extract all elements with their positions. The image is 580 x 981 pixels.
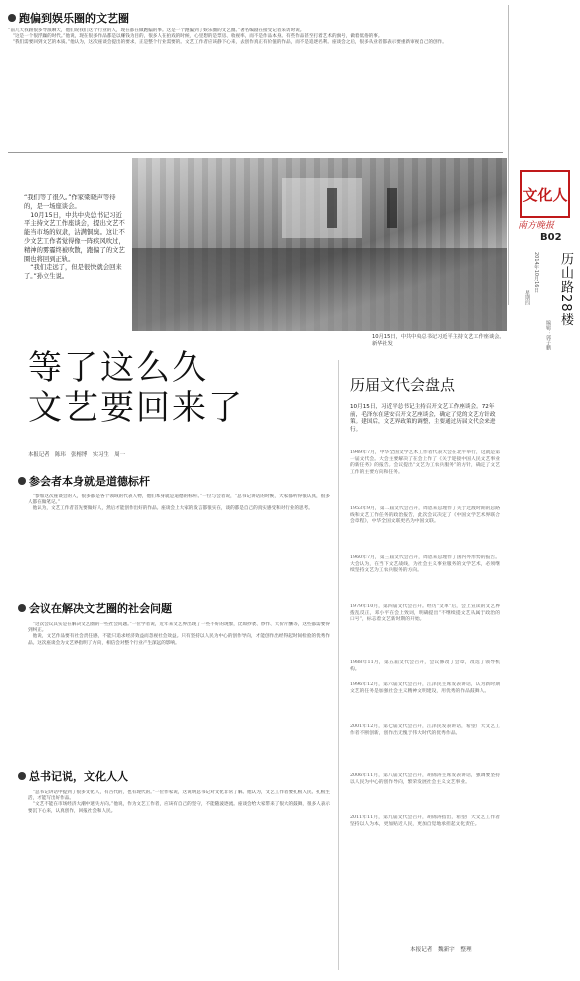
section-header-entertainment xyxy=(8,10,129,26)
masthead-address: 历山路28楼 xyxy=(558,252,573,327)
bullet-icon xyxy=(18,604,26,612)
article-body-entertainment: “前几天我跟很多导演聊天，他们说我们这个行业的人，现在都在做跑偏的事。这是一个跑偏到了娱乐圈的文艺圈。”著名编剧在接受记者采访时说。 “这是一个很浮躁的时代。”他说，现在很多作品都是以赚钱为目的，很多人在拍戏的时候，心里想的是票房、收视率，而不是作品本身。有些作品甚至打着艺术的旗号，做着低俗的事。 “我们需要回到文艺的本质。”他认为，这次座谈会提出的要求，正是整个行业需要的。文艺工作者应该静下心来，去创作真正有价值的作品，而不是追逐名利。座谈会之后，很多从业者都表示要重新审视自己的创作。 xyxy=(8,28,447,46)
section-header-social xyxy=(18,600,172,616)
article-body-social: “这次会议其实是在解决文艺圈的一些社会问题。”一位学者说，近年来文艺界出现了一些不好的现象，比如抄袭、炒作、天价片酬等，这些都需要得到纠正。 他说，文艺作品要有社会责任感，不能只追求经济效益而忽视社会效益。只有坚持以人民为中心的创作导向，才能创作出经得起时间检验的优秀作品。这次座谈会为文艺界指明了方向，相信会对整个行业产生深远的影响。 xyxy=(28,622,330,646)
section-title: 跑偏到娱乐圈的文艺圈 xyxy=(19,12,129,25)
headline-line-1: 等了这么久 xyxy=(28,348,208,388)
meeting-photo xyxy=(132,158,507,331)
review-item: 1988年11月，第五届文代会召开，会议修改了会章，改选了领导机构。 xyxy=(350,660,500,672)
review-item: 2006年11月，第八届文代会召开，胡锦涛主席发表讲话，强调要坚持以人民为中心的创作导向，繁荣发展社会主义文艺事业。 xyxy=(350,773,500,785)
bullet-icon xyxy=(8,14,16,22)
review-item: 1953年9月，第二届文代会召开，周恩来总理作了关于过渡时期的总路线和文艺工作任务的政治报告，此次会议决定了《中国文学艺术界联合会章程》，中华全国文联更名为中国文联。 xyxy=(350,506,500,525)
right-column-divider xyxy=(338,360,339,970)
headline-line-2: 文艺要回来了 xyxy=(28,388,244,428)
article-body-moral: “参加这次座谈会的人，很多都是各个领域的代表人物，他们本身就是道德的标杆。”一位与会者说，“总书记讲话的时候，大家都听得很认真，很多人都在做笔记。” 他认为，文艺工作者首先要做好人，然后才能创作出好的作品。座谈会上大家的发言都很实在，谈的都是自己的真实感受和对行业的思考。 xyxy=(28,494,330,512)
review-title: 历届文代会盘点 xyxy=(350,376,456,394)
headline xyxy=(28,348,244,428)
review-item: 2001年12月，第七届文代会召开，江泽民发表讲话，希望广大文艺工作者不断创新，创作出无愧于伟大时代的优秀作品。 xyxy=(350,724,500,736)
review-item: 1979年10月，第四届文代会召开。经历“文革”后，会上宣读的文艺界拨乱反正，邓小平在会上致词，明确提出“不继续提文艺从属于政治的口号”，标志着文艺新时期的开始。 xyxy=(350,604,500,623)
photo-caption: 10月15日，中共中央总书记习近平主持文艺工作座谈会。 新华社发 xyxy=(372,334,508,347)
issue-date: 2014年10月16日 xyxy=(533,252,539,293)
review-list xyxy=(350,450,500,864)
review-credit: 本报记者 魏新宇 整理 xyxy=(410,947,472,953)
review-intro: 10月15日，习近平总书记主持召开文艺工作座谈会。72年前，毛泽东在延安召开文艺座谈会，确定了党的文艺方针政策。建国后，文艺界政策的调整，主要通过历届文代会来进行。 xyxy=(350,404,496,433)
paper-name: 南方晚报 xyxy=(518,221,555,231)
bullet-icon xyxy=(18,477,26,485)
page-number: B02 xyxy=(540,232,562,243)
article-body-culture: “总书记讲话中提到了很多文化人，有古代的，也有现代的。”一位作家说，这说明总书记对文化非常了解。他认为，文艺工作者要扎根人民、扎根生活，才能写出好作品。 “文艺不能在市场经济大潮中迷失方向。”他说，作为文艺工作者，应该有自己的坚守，不能随波逐流。座谈会给大家带来了很大的鼓舞，很多人表示要沉下心来，认真创作，回报社会和人民。 xyxy=(28,790,330,814)
brand-logo: 文化人 xyxy=(520,170,570,218)
section-title: 参会者本身就是道德标杆 xyxy=(29,475,150,488)
byline: 本报记者 陈玮 张榕博 实习生 周一 xyxy=(28,452,126,458)
review-item: 2011年11月，第九届文代会召开，胡锦涛指出，希望广大文艺工作者坚持以人为本，更加贴近人民，更加自觉地承担起文化责任。 xyxy=(350,815,500,827)
section-title: 总书记说，文化人人 xyxy=(29,770,128,783)
section-header-moral xyxy=(18,473,150,489)
section-header-culture xyxy=(18,768,128,784)
page-editor: 编辑：郭子鹏 xyxy=(545,320,551,350)
review-item: 1949年7月，中华全国文学艺术工作者代表大会在北平举行，这就是第一届文代会。大会主要解决了在会上作了《关于迎接中国人民文艺事业的新任务》的报告。会议提出“文艺为工农兵服务”的方针，确定了文艺工作的主要方向和任务。 xyxy=(350,450,500,475)
column-divider xyxy=(508,5,509,305)
section-title: 会议在解决文艺圈的社会问题 xyxy=(29,602,172,615)
issue-weekday: 星期四 xyxy=(524,290,530,305)
bullet-icon xyxy=(18,772,26,780)
review-item: 1996年12月，第六届文代会召开，江泽民主席发表讲话，认为新时期文艺的任务是加强社会主义精神文明建设，用优秀的作品鼓舞人。 xyxy=(350,682,500,694)
lead-quote: “我们等了很久。”作家梁晓声等待的，是一场座谈会。 10月15日，中共中央总书记习近平主持文艺工作座谈会，提出文艺不能当市场的奴隶，沾满铜臭。这让不少文艺工作者觉得像一阵疾风吹过，精神的雾霾终被吹散，跑偏了的文艺圈也将回到正轨。 “我们走远了，但是很快就会回来了。”孙立生说。 xyxy=(24,194,125,281)
review-item: 1960年7月，第三届文代会召开，周恩来总理作了国内外形势的报告。大会认为，在当下文艺战线，为社会主义事业服务的文学艺术，必须继续坚持文艺为工农兵服务的方向。 xyxy=(350,555,500,574)
section-divider xyxy=(8,152,503,153)
